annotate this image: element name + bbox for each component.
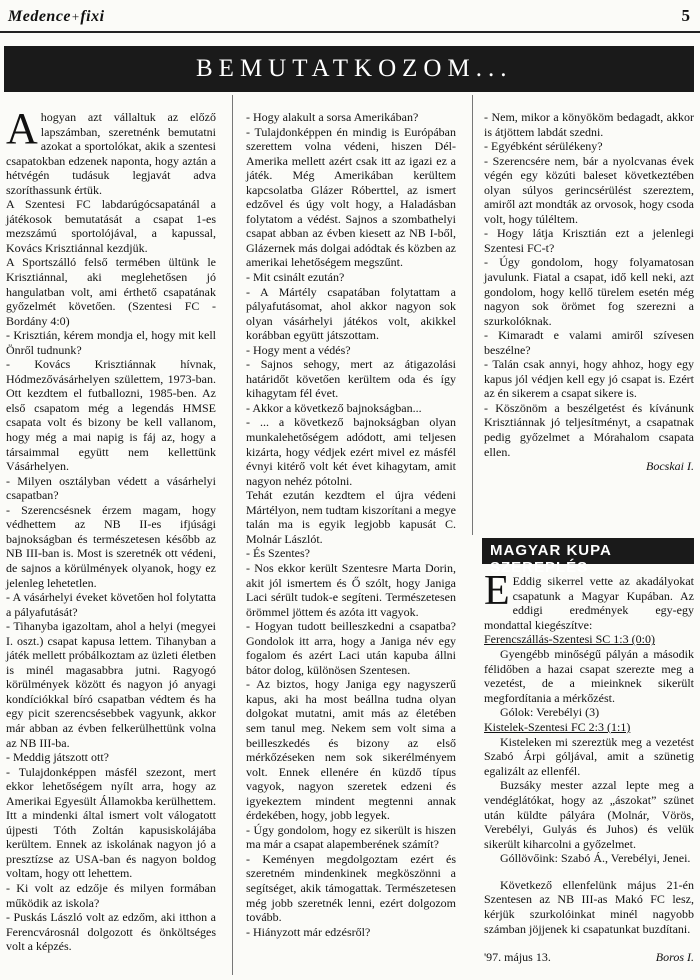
page-number: 5 [681,6,690,25]
article-paragraph: A Sportszálló felső termében ültünk le Krisztiánnal, aki meglehetősen jó hangulatban volt, ami érthető csapatának győzelmét követően. (Szentesi FC - Bordány 4:0) [6,255,216,328]
article-column-2 [246,110,456,939]
page-header [0,0,700,40]
article-column-1 [6,104,216,954]
interview-answer: - ... a következő bajnokságban olyan munkalehetőségem adódott, ami teljesen kizárta, hogy védjek ezért mivel ez másfél évnyi kitérő volt két évet kihagytam, amit nagyon nehéz pótolni. [246,415,456,488]
interview-question: - Hogy ment a védés? [246,342,351,357]
match-1-text: Gyengébb minőségű pályán a második félidőben a hazai csapat szerezte meg a vezetést, de a mieinknek sikerült megfordítania a mérkőzést. [484,646,694,705]
interview-answer: - Tulajdonképpen én mindig is Európában szerettem volna védeni, hiszen Dél-Amerika mellett azért csak itt az igazi ez a játék. Még Amerikában kerültem kapcsolatba Glázer Róberttel, az ismert edzővel és úgy volt hogy, a Haladásban folytatom a védést. Sajnos a szombathelyi csapat abban az évben kiesett az NB I-ből, Glázernek más dolgai adódtak és közben az amerikai lehetőségem megszűnt. [246,124,456,270]
cup-box-body [484,568,694,965]
match-2-goals: Góllövőink: Szabó Á., Verebélyi, Jenei. [500,851,691,866]
interview-answer: - Talán csak annyi, hogy ahhoz, hogy egy kapus jól védjen kell egy jó csapat is. Ezért az én sikerem a csapat sikere is. [484,357,694,401]
interview-question: - Kimaradt e valami amiről szívesen beszélne? [484,328,694,357]
interview-question: - Egyébként sérülékeny? [484,139,603,154]
magazine-logo [8,8,105,26]
article-paragraph: A Szentesi FC labdarúgócsapatánál a játékosok bemutatását a csapat 1-es mezszámú sportolójával, a kapussal, Kovács Krisztiánnal kezdjük. [6,197,216,255]
banner-title: BEMUTATKOZOM... [196,55,513,82]
interview-answer: - Kovács Krisztiánnak hívnak, Hódmezővásárhelyen születtem, 1973-ban. Ott kezdtem el futballozni, 1985-ben. Az első csapatom még a legendás HMSE csapata volt és bizony be kell vallanom, hogy még a mai napig is fáj az, hogy a társaimmal együtt nem kellettünk Vásárhelyen. [6,357,216,474]
cup-box-title-text: MAGYAR KUPA SZEREPLÉS [490,542,612,576]
logo-right-text: fixi [80,8,105,25]
match-1-goals: Gólok: Verebélyi (3) [500,705,600,720]
cup-box-date: '97. május 13. [484,950,551,965]
interview-answer: - Tulajdonképpen másfél szezont, mert ekkor lehetőségem nyílt arra, hogy az Amerikai Egyesült Államokba kerülhettem. Itt a mindenki által ismert volt válogatott újpesti Tóth Zoltán kapusiskolájába kerültem. Ennek az iskolának nagyon jó a presztízse az USA-ban és nagyon boldog voltam, hogy ott lehettem. [6,764,216,881]
interview-question: - Hogy alakult a sorsa Amerikában? [246,110,419,124]
interview-question: - És Szentes? [246,546,310,561]
drop-cap: E [484,568,510,614]
interview-answer: - Úgy gondolom, hogy folyamatosan javulunk. Fiatal a csapat, idő kell neki, azt gondolom, hogy kellő türelem esetén még nagyon sok örömet fog szerezni a szurkolóknak. [484,255,694,328]
article-paragraph: Ahogyan azt vállaltuk az előző lapszámban, szeretnénk bemutatni azokat a sportolókat, akik a szentesi csapatokban edzenek naponta, hogy aztán a hétvégén tudásuk legjavát adva szoríthassunk értük. [6,104,216,197]
cup-box-author: Boros I. [655,950,694,965]
article-signature: Bocskai I. [646,459,694,474]
interview-answer: - Puskás László volt az edzőm, aki itthon a Ferencvárosnál dolgozott és önköltséges volt a képzés. [6,910,216,954]
logo-left-text: Medence [8,8,72,25]
interview-question: - Köszönöm a beszélgetést és kívánunk Krisztiánnak jó teljesítményt, a csapatnak pedig győzelmet a Mórahalom csapata ellen. [484,400,694,459]
interview-question: - Krisztián, kérem mondja el, hogy mit kell Önről tudnunk? [6,328,216,357]
column-divider-2 [472,95,473,535]
interview-answer: - Sajnos sehogy, mert az átigazolási határidőt követően kerültem oda és így kihagytam fél évet. [246,357,456,401]
match-1-title: Ferencszállás-Szentesi SC 1:3 (0:0) [484,632,655,647]
cup-box-title [482,538,694,576]
interview-question: - Hogy látja Krisztián ezt a jelenlegi Szentesi FC-t? [484,226,694,255]
column-divider-1 [232,95,233,975]
header-rule [0,31,700,33]
drop-cap: A [6,104,38,153]
interview-answer: - Keményen megdolgoztam ezért és szeretném mindenkinek megköszönni a segítséget, akik támogattak. Természetesen még jobb szeretnék lenni, ezért dolgozom tovább. [246,851,456,925]
interview-question: - Milyen osztályban védett a vásárhelyi csapatban? [6,473,216,503]
interview-answer: - Az biztos, hogy Janiga egy nagyszerű kapus, aki ha most beállna tudna olyan dolgokat mutatni, amit más az életében sem tanul meg. Nekem sem volt sima a beilleszkedés és bizony az első mérkőzéseken nem sok sikerélményem volt. Ennek ellenére én küzdő típus vagyok, nagyon szeretek edzeni és igyekeztem mindent megtenni annak érdekében, hogy, jobb legyek. [246,677,456,823]
interview-answer: - Szerencsésnek érzem magam, hogy védhettem az NB II-es ifjúsági bajnokságban és természetesen később az NB III-ban is. Most is szeretnék ott védeni, de sajnos a körülmények olyanok, hogy ez jelenleg lehetetlen. [6,502,216,590]
next-match: Következő ellenfelünk május 21-én Szentesen az NB III-as Makó FC lesz, kérjük szurkolóinkat minél nagyobb számban jöjjenek ki csapatunkat buzdítani. [484,877,694,936]
interview-question: - Meddig játszott ott? [6,750,109,765]
interview-question: - A vásárhelyi éveket követően hol folytatta a pályafutását? [6,590,216,619]
interview-answer: - Nos ekkor került Szentesre Marta Dorin, akit jól ismertem és Ő szólt, hogy Janiga Laci sérült tudok-e segíteni. Természetesen örömmel jöttem és azóta itt vagyok. [246,560,456,619]
interview-question: - Mit csinált ezután? [246,270,345,285]
article-paragraph: Tehát ezután kezdtem el újra védeni Mártélyon, nem tudtam kiszorítani a megye talán ma is egyik legjobb kapusát C. Molnár Lászlót. [246,488,456,546]
interview-answer: - A Mártély csapatában folytattam a pályafutásomat, ahol akkor nagyon sok olyan vásárhelyi játékos volt, akikkel korábban együtt játszottam. [246,284,456,343]
interview-answer: - Szerencsére nem, bár a nyolcvanas évek végén egy közúti baleset következtében olyan súlyos gerincsérülést szereztem, amiről azt mondták az orvosok, hogy csoda volt, hogy túléltem. [484,153,694,226]
cup-intro: E Eddig sikerrel vette az akadályokat csapatunk a Magyar Kupában. Az eddigi eredmények egy-egy mondattal kiegészítve: [484,568,694,632]
cup-box-footer [484,950,694,965]
match-2-title: Kistelek-Szentesi FC 2:3 (1:1) [484,719,631,734]
interview-question: - Úgy gondolom, hogy ez sikerült is hiszen ma már a csapat alapemberének számít? [246,822,456,852]
interview-answer: - Nem, mikor a könyököm bedagadt, akkor is átjöttem labdát szedni. [484,110,694,139]
section-banner [4,46,694,92]
article-column-3 [484,110,694,474]
logo-plus: + [71,9,81,24]
interview-question: - Akkor a következő bajnokságban... [246,400,422,415]
match-2-text-2: Buzsáky mester azzal lepte meg a vendéglátókat, hogy az „ászokat” szünet után küldte pályára (Molnár, Vörös, Verebélyi, Gulyás és Juhos) és velük sikerült kiharcolni a győzelmet. [484,778,694,851]
interview-question: - Ki volt az edzője és milyen formában működik az iskola? [6,880,216,910]
match-2-text: Kisteleken mi szereztük meg a vezetést Szabó Árpi góljával, amit a szünetig egalizált az ellenfél. [484,734,694,778]
interview-question: - Hogyan tudott beilleszkedni a csapatba? Gondolok itt arra, hogy a Janiga név egy fogalom és azért Laci után kapuba állni bátor dolog, különösen Szentesen. [246,619,456,677]
interview-question: - Hiányzott már edzésről? [246,924,371,939]
interview-answer: - Tihanyba igazoltam, ahol a helyi (megyei I. oszt.) csapat kapusa lettem. Tihanyban a játék mellett próbálkoztam az üzleti életben is minél magasabbra jutni. Ragyogó körülmények között és nagyon jó anyagi kondíciókkal bíró csapatban védtem és ha egy picit szerencsésebbek vagyunk, akkor már abban az évben felkerülhettünk volna az NB III-ba. [6,619,216,750]
